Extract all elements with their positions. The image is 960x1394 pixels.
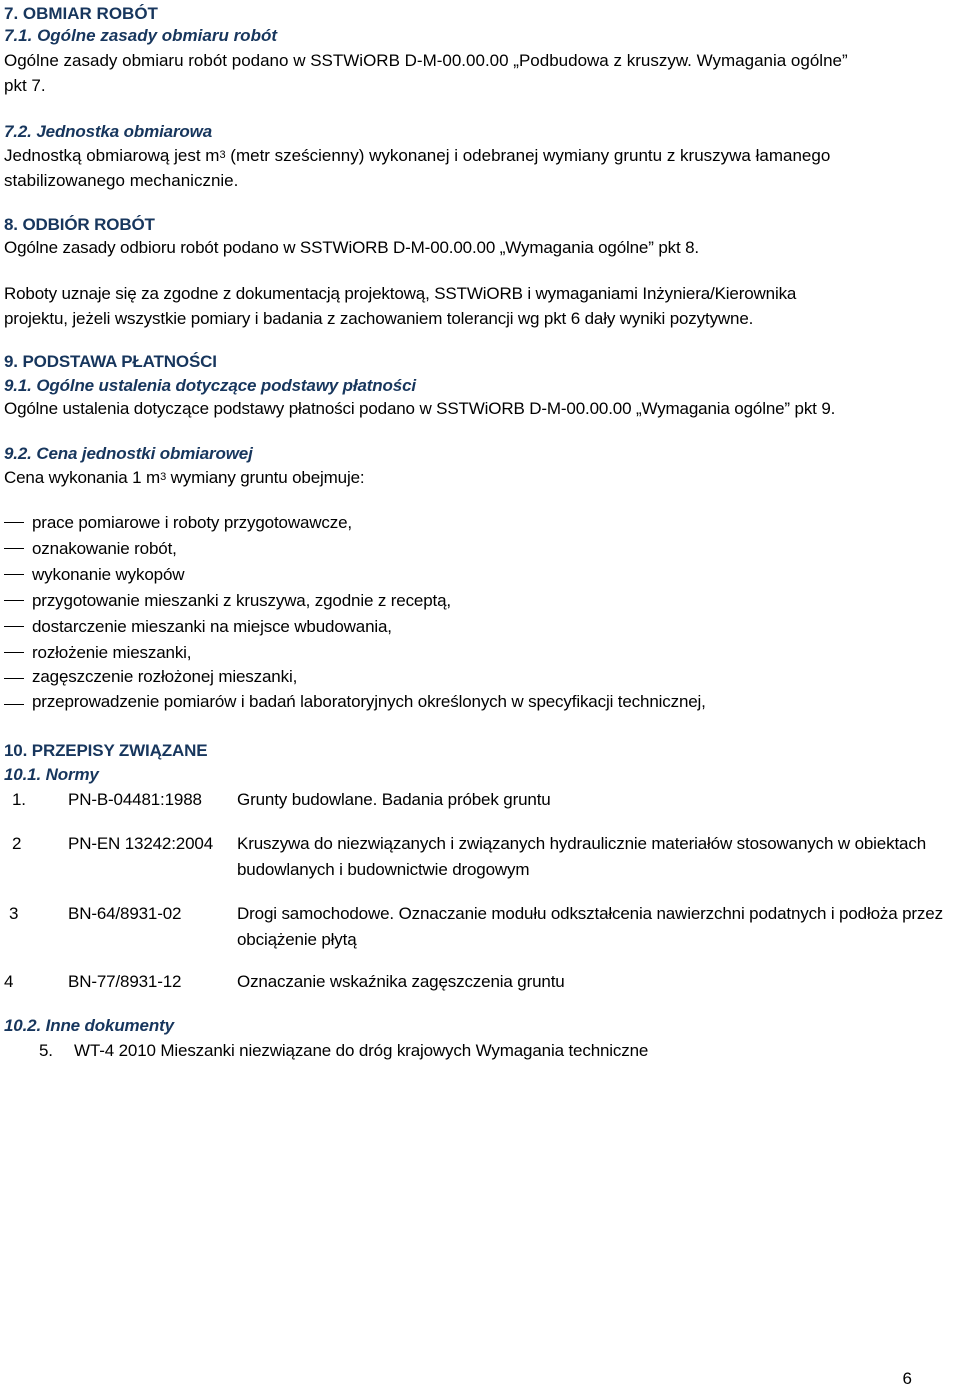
list-item: zagęszczenie rozłożonej mieszanki, <box>32 667 298 686</box>
unit-text-rest: (metr sześcienny) wykonanej i odebranej wymiany gruntu z kruszywa łamanego <box>225 146 831 165</box>
other-doc-text: WT-4 2010 Mieszanki niezwiązane do dróg krajowych Wymagania techniczne <box>74 1041 649 1060</box>
dash-bullet-icon <box>4 522 24 523</box>
cubic-superscript: 3 <box>219 149 226 161</box>
other-doc-number: 5. <box>39 1041 53 1060</box>
section-9-2-heading: 9.2. Cena jednostki obmiarowej <box>4 444 253 463</box>
list-item: przygotowanie mieszanki z kruszywa, zgodnie z receptą, <box>32 591 451 610</box>
section-10-1-heading: 10.1. Normy <box>4 765 99 784</box>
section-9-heading: 9. PODSTAWA PŁATNOŚCI <box>4 352 217 371</box>
list-item: przeprowadzenie pomiarów i badań laboratoryjnych określonych w specyfikacji technicznej, <box>32 692 706 711</box>
norm-description: Oznaczanie wskaźnika zagęszczenia gruntu <box>237 972 565 991</box>
price-text: Cena wykonania 1 m <box>4 468 161 487</box>
section-8-paragraph-line1: Roboty uznaje się za zgodne z dokumentacją projektową, SSTWiORB i wymaganiami Inżyniera/Kierownika <box>4 284 797 303</box>
section-9-1-text: Ogólne ustalenia dotyczące podstawy płatności podano w SSTWiORB D-M-00.00.00 „Wymagania ogólne” pkt 9. <box>4 399 836 418</box>
section-9-1-heading: 9.1. Ogólne ustalenia dotyczące podstawy płatności <box>4 376 416 395</box>
dash-bullet-icon <box>4 652 24 653</box>
norm-number: 1. <box>12 790 26 809</box>
price-text-rest: wymiany gruntu obejmuje: <box>166 468 365 487</box>
norm-code: BN-77/8931-12 <box>68 972 182 991</box>
dash-bullet-icon <box>4 704 24 705</box>
section-9-2-text <box>4 467 365 491</box>
norm-description: Grunty budowlane. Badania próbek gruntu <box>237 790 551 809</box>
norm-number: 3 <box>9 904 19 923</box>
section-8-text: Ogólne zasady odbioru robót podano w SSTWiORB D-M-00.00.00 „Wymagania ogólne” pkt 8. <box>4 238 699 257</box>
section-10-heading: 10. PRZEPISY ZWIĄZANE <box>4 741 208 760</box>
section-7-2-text-line2: stabilizowanego mechanicznie. <box>4 171 239 190</box>
norm-description: Kruszywa do niezwiązanych i związanych hydraulicznie materiałów stosowanych w obiektach budowlanych i budownictwie drogowym <box>237 834 926 879</box>
dash-bullet-icon <box>4 626 24 627</box>
norm-code: BN-64/8931-02 <box>68 904 182 923</box>
norm-description: Drogi samochodowe. Oznaczanie modułu odkształcenia nawierzchni podatnych i podłoża przez obciążenie płytą <box>237 904 943 949</box>
norm-code: PN-EN 13242:2004 <box>68 834 214 853</box>
section-7-1-text-line1: Ogólne zasady obmiaru robót podano w SSTWiORB D-M-00.00.00 „Podbudowa z kruszyw. Wymagania ogólne” <box>4 51 848 70</box>
section-7-1-text-line2: pkt 7. <box>4 76 46 95</box>
list-item: wykonanie wykopów <box>32 565 185 584</box>
norm-code: PN-B-04481:1988 <box>68 790 202 809</box>
section-7-heading: 7. OBMIAR ROBÓT <box>4 4 158 23</box>
dash-bullet-icon <box>4 600 24 601</box>
list-item: dostarczenie mieszanki na miejsce wbudowania, <box>32 617 392 636</box>
list-item: rozłożenie mieszanki, <box>32 643 192 662</box>
section-8-heading: 8. ODBIÓR ROBÓT <box>4 215 155 234</box>
section-8-paragraph-line2: projektu, jeżeli wszystkie pomiary i badania z zachowaniem tolerancji wg pkt 6 dały wyniki pozytywne. <box>4 309 754 328</box>
list-item: prace pomiarowe i roboty przygotowawcze, <box>32 513 352 532</box>
cubic-superscript: 3 <box>160 471 167 483</box>
unit-text: Jednostką obmiarową jest m <box>4 146 220 165</box>
dash-bullet-icon <box>4 574 24 575</box>
dash-bullet-icon <box>4 678 24 679</box>
norm-number: 2 <box>12 834 22 853</box>
section-7-2-heading: 7.2. Jednostka obmiarowa <box>4 122 213 141</box>
dash-bullet-icon <box>4 548 24 549</box>
section-10-2-heading: 10.2. Inne dokumenty <box>4 1016 174 1035</box>
page-number: 6 <box>902 1369 912 1388</box>
list-item: oznakowanie robót, <box>32 539 177 558</box>
section-7-2-text-line1 <box>4 145 830 169</box>
norm-number: 4 <box>4 972 14 991</box>
section-7-1-heading: 7.1. Ogólne zasady obmiaru robót <box>4 26 277 45</box>
